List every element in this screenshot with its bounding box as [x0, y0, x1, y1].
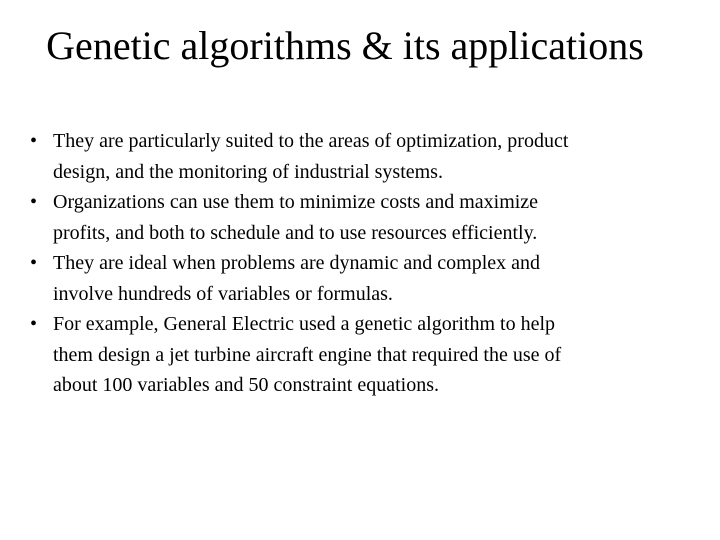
bullet-item: [30, 126, 690, 187]
bullet-text: For example, General Electric used a genetic algorithm to help them design a jet turbine aircraft engine that required the use of about 100 variables and 50 constraint equations.: [53, 313, 562, 396]
bullet-icon: •: [30, 130, 38, 152]
bullet-list: [30, 126, 690, 401]
slide-title: Genetic algorithms & its applications: [46, 23, 644, 68]
bullet-icon: •: [30, 191, 38, 213]
bullet-text: They are particularly suited to the areas of optimization, product design, and the monitoring of industrial systems.: [53, 130, 569, 183]
bullet-text: They are ideal when problems are dynamic and complex and involve hundreds of variables or formulas.: [53, 252, 541, 305]
bullet-text: Organizations can use them to minimize costs and maximize profits, and both to schedule and to use resources efficiently.: [53, 191, 539, 244]
bullet-icon: •: [30, 313, 38, 335]
bullet-icon: •: [30, 252, 38, 274]
bullet-item: [30, 309, 690, 401]
bullet-item: [30, 248, 690, 309]
bullet-item: [30, 187, 690, 248]
